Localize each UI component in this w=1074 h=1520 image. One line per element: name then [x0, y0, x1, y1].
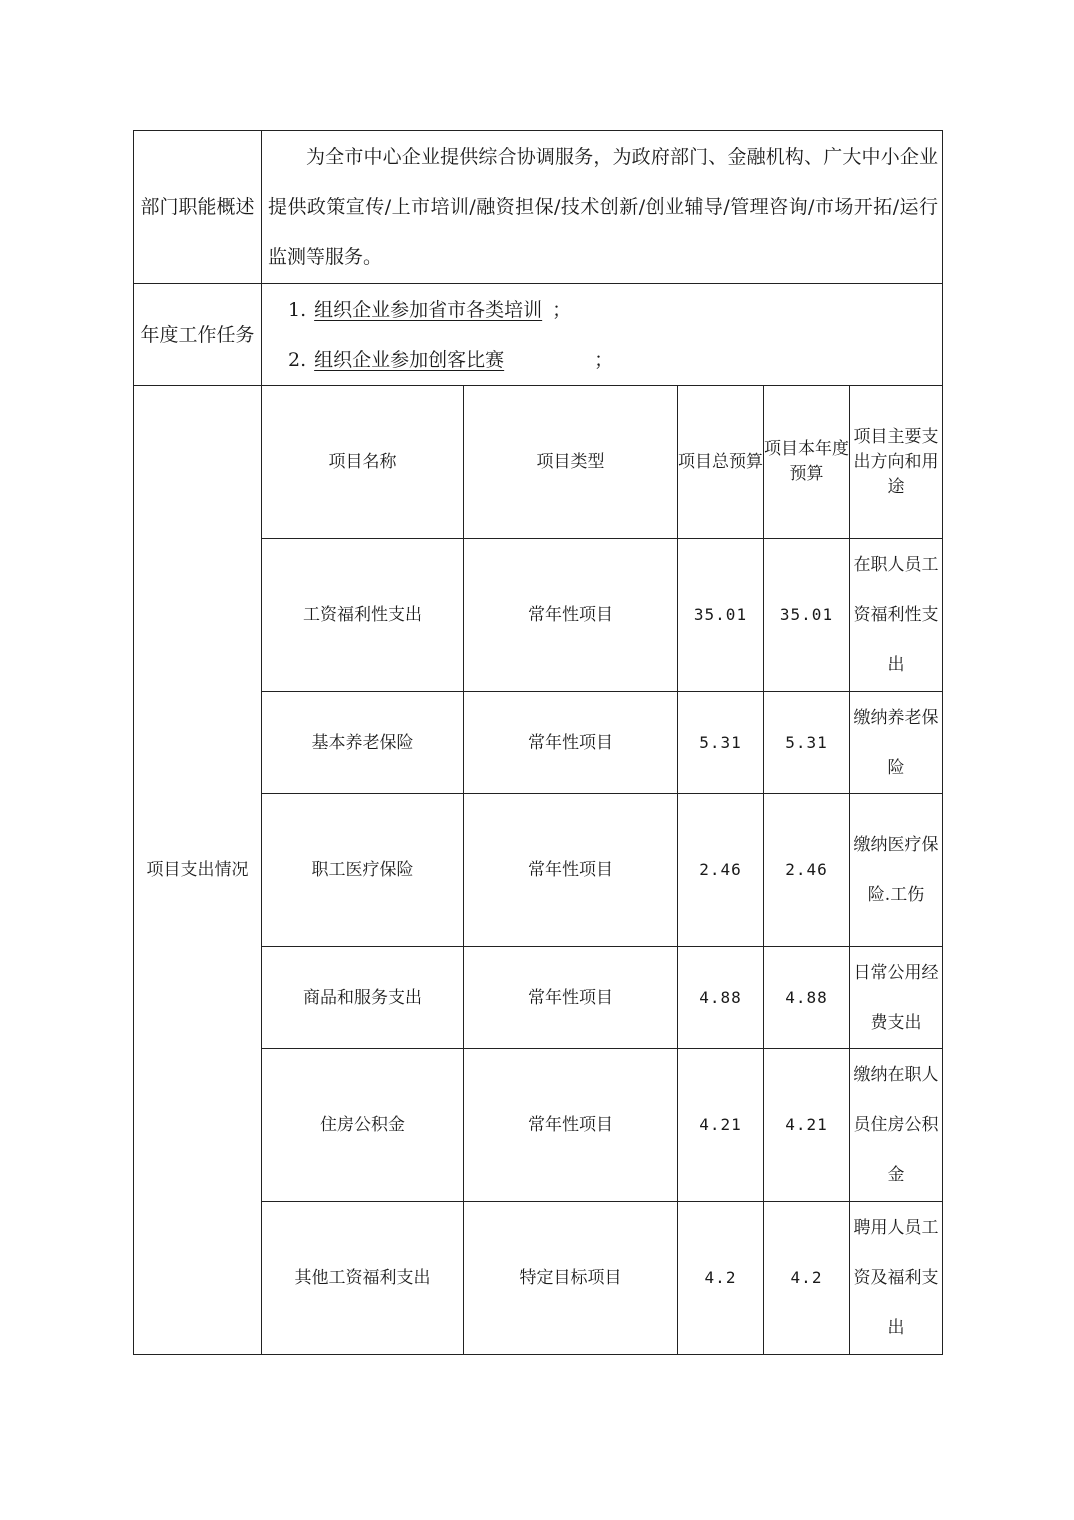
project-use: 缴纳在职人员住房公积金	[850, 1049, 943, 1202]
project-total: 4.88	[678, 947, 764, 1049]
project-name: 商品和服务支出	[262, 947, 464, 1049]
project-use: 在职人员工资福利性支出	[850, 539, 943, 692]
project-name: 其他工资福利支出	[262, 1202, 464, 1355]
overview-text: 为全市中心企业提供综合协调服务，为政府部门、金融机构、广大中小企业提供政策宣传/上市培训/融资担保/技术创新/创业辅导/管理咨询/市场开拓/运行监测等服务。	[262, 131, 943, 284]
task-number: 2.	[288, 348, 307, 371]
task-item	[288, 285, 938, 335]
project-total: 5.31	[678, 692, 764, 794]
overview-row	[134, 131, 943, 284]
task-number: 1.	[288, 298, 307, 321]
project-name: 职工医疗保险	[262, 794, 464, 947]
tasks-row	[134, 284, 943, 386]
task-text: 组织企业参加创客比赛	[314, 348, 505, 371]
project-use: 缴纳医疗保险.工伤	[850, 794, 943, 947]
projects-label: 项目支出情况	[134, 386, 262, 1355]
header-name: 项目名称	[262, 386, 464, 539]
header-type: 项目类型	[464, 386, 678, 539]
project-use: 日常公用经费支出	[850, 947, 943, 1049]
project-total: 35.01	[678, 539, 764, 692]
budget-table	[133, 130, 943, 1355]
project-type: 常年性项目	[464, 692, 678, 794]
project-use: 缴纳养老保险	[850, 692, 943, 794]
project-annual: 2.46	[764, 794, 850, 947]
project-name: 工资福利性支出	[262, 539, 464, 692]
task-end: ；	[594, 348, 614, 371]
project-use: 聘用人员工资及福利支出	[850, 1202, 943, 1355]
project-annual: 35.01	[764, 539, 850, 692]
project-type: 特定目标项目	[464, 1202, 678, 1355]
project-total: 2.46	[678, 794, 764, 947]
task-end: ；	[552, 298, 572, 321]
project-total: 4.2	[678, 1202, 764, 1355]
header-annual: 项目本年度预算	[764, 386, 850, 539]
overview-label: 部门职能概述	[134, 131, 262, 284]
header-total: 项目总预算	[678, 386, 764, 539]
project-annual: 4.88	[764, 947, 850, 1049]
project-annual: 5.31	[764, 692, 850, 794]
project-type: 常年性项目	[464, 1049, 678, 1202]
project-type: 常年性项目	[464, 794, 678, 947]
header-use: 项目主要支出方向和用途	[850, 386, 943, 539]
project-annual: 4.2	[764, 1202, 850, 1355]
project-annual: 4.21	[764, 1049, 850, 1202]
task-item	[288, 335, 938, 385]
project-header-row	[134, 386, 943, 539]
project-name: 基本养老保险	[262, 692, 464, 794]
project-type: 常年性项目	[464, 947, 678, 1049]
task-text: 组织企业参加省市各类培训	[314, 298, 543, 321]
project-type: 常年性项目	[464, 539, 678, 692]
tasks-label: 年度工作任务	[134, 284, 262, 386]
project-name: 住房公积金	[262, 1049, 464, 1202]
tasks-list	[262, 284, 943, 386]
project-total: 4.21	[678, 1049, 764, 1202]
